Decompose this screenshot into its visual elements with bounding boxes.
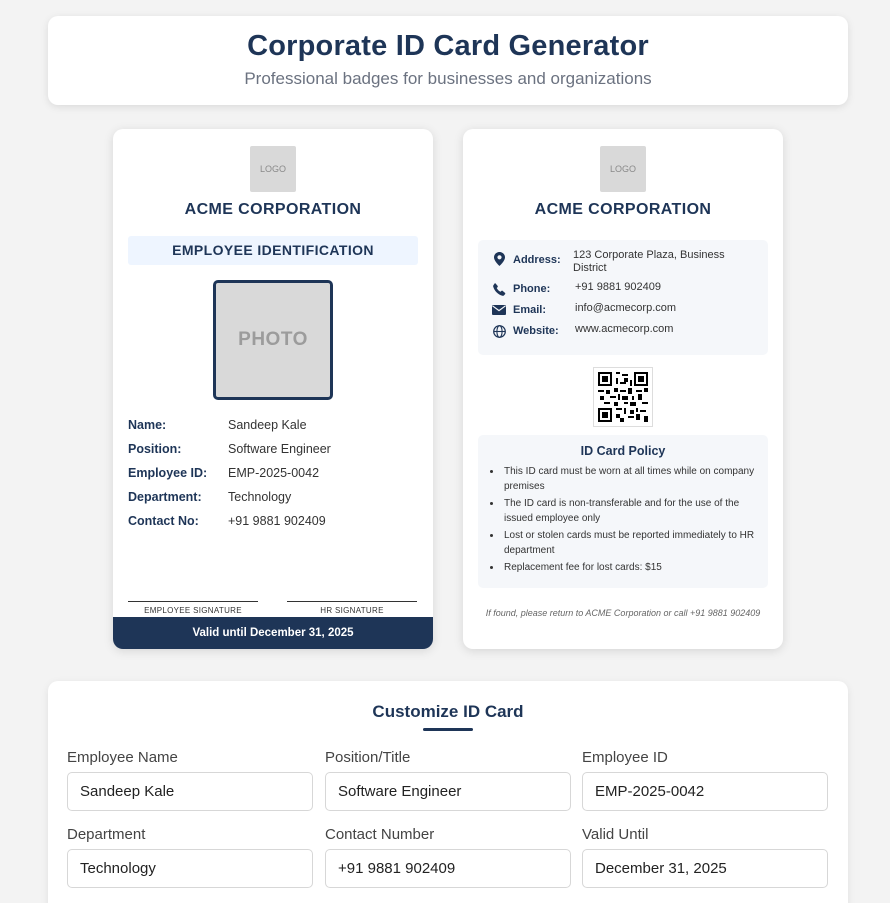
contact-value: info@acmecorp.com: [575, 302, 677, 314]
page-subtitle: Professional badges for businesses and organizations: [244, 69, 652, 88]
page-title: Corporate ID Card Generator: [247, 30, 649, 62]
company-name: ACME CORPORATION: [184, 201, 362, 218]
contact-label: Address:: [513, 254, 561, 266]
detail-value: +91 9881 902409: [228, 514, 326, 528]
position-field-group: [325, 749, 571, 811]
contact-row-address: [490, 249, 756, 275]
policy-title: ID Card Policy: [580, 444, 666, 458]
contact-number-field-group: [325, 826, 571, 888]
valid-until-input[interactable]: December 31, 2025: [582, 849, 828, 888]
detail-value: Technology: [228, 490, 292, 504]
detail-value: Sandeep Kale: [228, 418, 307, 432]
detail-label: Position:: [128, 442, 182, 456]
field-label: Contact Number: [325, 826, 435, 843]
detail-label: Name:: [128, 418, 167, 432]
employee-identification-banner: EMPLOYEE IDENTIFICATION: [128, 236, 418, 265]
field-label: Department: [67, 826, 146, 843]
policy-item: • This ID card must be worn at all times while on company premises: [502, 464, 756, 494]
lost-and-found-note: If found, please return to ACME Corporation or call +91 9881 902409: [485, 608, 761, 618]
department-field-group: [67, 826, 313, 888]
policy-item: • Lost or stolen cards must be reported immediately to HR department: [502, 528, 756, 558]
company-name: ACME CORPORATION: [534, 201, 712, 218]
contact-info-box: [478, 240, 768, 355]
detail-row-name: [128, 413, 418, 437]
contact-number-input[interactable]: +91 9881 902409: [325, 849, 571, 888]
employee-signature-line: EMPLOYEE SIGNATURE: [128, 601, 258, 615]
policy-item: • Replacement fee for lost cards: $15: [502, 560, 756, 575]
policy-box: [478, 435, 768, 588]
valid-until-field-group: [582, 826, 828, 888]
employee-name-input[interactable]: Sandeep Kale: [67, 772, 313, 811]
field-label: Position/Title: [325, 749, 411, 766]
contact-row-phone: [490, 281, 756, 296]
contact-value: +91 9881 902409: [575, 281, 661, 293]
contact-row-website: [490, 323, 756, 338]
policy-list: [490, 464, 756, 575]
policy-item: • The ID card is non-transferable and for the use of the issued employee only: [502, 496, 756, 526]
detail-row-contact: [128, 509, 418, 533]
detail-value: Software Engineer: [228, 442, 331, 456]
company-logo: LOGO: [600, 146, 646, 192]
location-pin-icon: [490, 252, 508, 266]
photo-placeholder: PHOTO: [213, 280, 333, 400]
id-card-back: [463, 129, 783, 649]
contact-label: Phone:: [513, 283, 551, 295]
globe-icon: [490, 324, 508, 338]
position-input[interactable]: Software Engineer: [325, 772, 571, 811]
detail-row-position: [128, 437, 418, 461]
employee-id-input[interactable]: EMP-2025-0042: [582, 772, 828, 811]
detail-label: Department:: [128, 490, 202, 504]
valid-until-bar: Valid until December 31, 2025: [113, 617, 433, 649]
title-underline: [423, 728, 473, 731]
hr-signature-line: HR SIGNATURE: [287, 601, 417, 615]
contact-value: www.acmecorp.com: [575, 323, 674, 335]
detail-row-department: [128, 485, 418, 509]
qr-code: [593, 367, 653, 427]
customize-title: Customize ID Card: [372, 702, 524, 721]
company-logo: LOGO: [250, 146, 296, 192]
employee-name-field-group: [67, 749, 313, 811]
employee-id-field-group: [582, 749, 828, 811]
page-header: [48, 16, 848, 105]
employee-details: [128, 413, 418, 533]
detail-value: EMP-2025-0042: [228, 466, 320, 480]
contact-row-email: [490, 302, 756, 317]
department-input[interactable]: Technology: [67, 849, 313, 888]
id-card-front: [113, 129, 433, 649]
detail-label: Employee ID:: [128, 466, 208, 480]
detail-row-employee-id: [128, 461, 418, 485]
envelope-icon: [490, 303, 508, 317]
field-label: Employee Name: [67, 749, 178, 766]
phone-icon: [490, 282, 508, 296]
detail-label: Contact No:: [128, 514, 199, 528]
contact-label: Email:: [513, 304, 547, 316]
contact-value: 123 Corporate Plaza, Business District: [573, 249, 725, 274]
field-label: Valid Until: [582, 826, 649, 843]
customize-panel: [48, 681, 848, 903]
field-label: Employee ID: [582, 749, 668, 766]
contact-label: Website:: [513, 325, 559, 337]
